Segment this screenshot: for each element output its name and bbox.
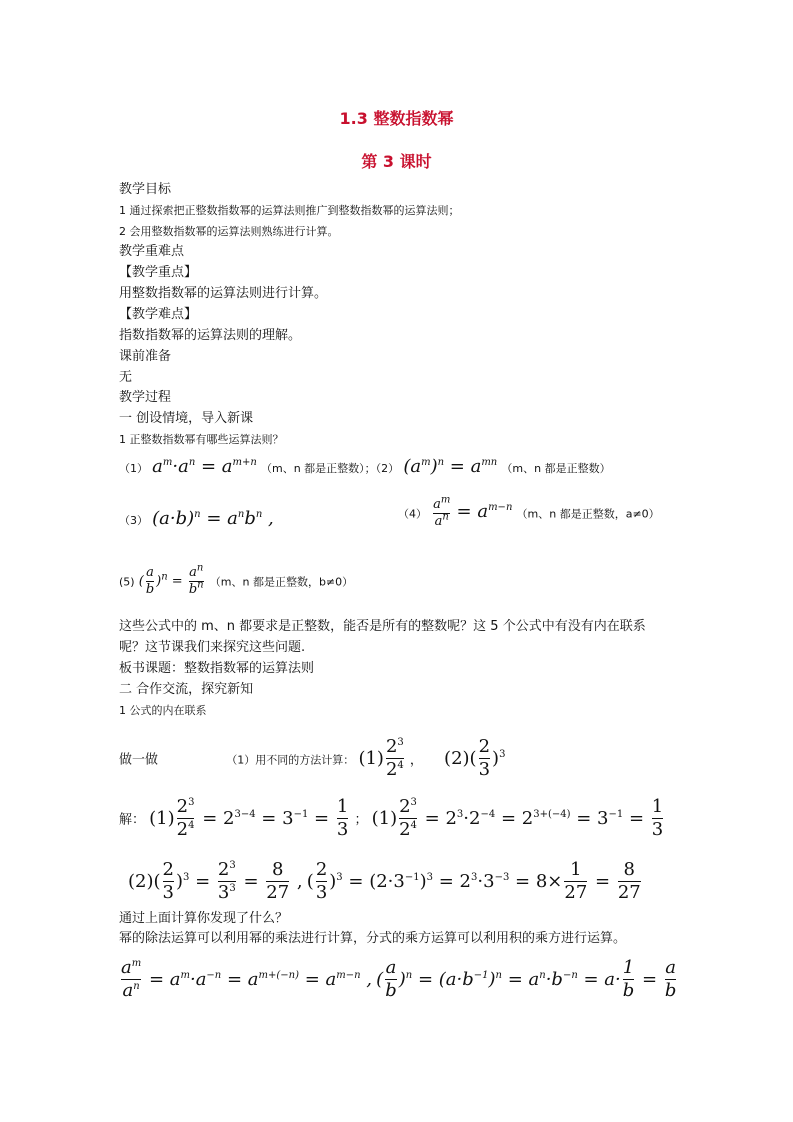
formula-1-2 — [119, 458, 611, 478]
formula-5: ( $\frac{a}{b}$ )$^n$ = $\frac{a^n}{b^n}$ — [138, 562, 204, 597]
question-2: 1 公式的内在联系 — [119, 704, 207, 717]
formula-5-line — [119, 562, 354, 598]
solution-1a: (1) $\frac{2^3}{2^4}$ = $2^{3-4} = 3^{-1}$ = $\frac{1}{3}$ — [149, 796, 349, 840]
part-1-heading: 一 创设情境，导入新课 — [119, 411, 254, 426]
section-prep: 课前准备 — [119, 349, 172, 364]
solution-2a: (2)( $\frac{2}{3}$ )$^3$ = $\frac{2^3}{3^3}$ = $\frac{8}{27}$ , — [128, 859, 303, 903]
question-1: 1 正整数指数幂有哪些运算法则？ — [119, 433, 284, 446]
conclusion-formulas — [119, 958, 678, 1001]
goal-1: 1 通过探索把正整数指数幂的运算法则推广到整数指数幂的运算法则； — [119, 204, 460, 217]
found-question: 通过上面计算你发现了什么？ — [119, 911, 289, 926]
solution-label: 解： — [119, 812, 146, 828]
formula-4-rhs: = $a^{m-n}$ — [456, 501, 513, 523]
try-label: 做一做 — [119, 752, 159, 768]
try-text: （1）用不同的方法计算： — [226, 753, 355, 767]
section-goal: 教学目标 — [119, 182, 172, 197]
formula-1: $a^m\cdot a^n = a^{m+n}$ — [152, 456, 257, 477]
solution-line-1: 解： (1) $\frac{2^3}{2^4}$ = $2^{3-4} = 3^{-1}$ = $\frac{1}{3}$ ； (1) $\frac{2^3}{2^4}$ = $2^3\cdot 2^{-4} = 2^{3+(-4)} = 3^{-1}$ = $\frac{1}{3}$ — [119, 796, 664, 840]
solution-line-2 — [128, 860, 643, 903]
try-expr-2: (2)( $\frac{2}{3}$ )$^3$ — [444, 736, 506, 780]
formula-4-note: （m、n 都是正整数，a≠0） — [516, 507, 660, 521]
goal-2: 2 会用整数指数幂的运算法则熟练进行计算。 — [119, 225, 339, 238]
formula-5-label: (5) — [119, 575, 135, 589]
part-2-heading: 二 合作交流，探究新知 — [119, 682, 254, 697]
formula-3-label: （3） — [119, 514, 148, 527]
section-key: 教学重难点 — [119, 244, 185, 259]
conclusion-text: 幂的除法运算可以利用幂的乘法进行计算，分式的乘方运算可以利用积的乘方进行运算。 — [119, 931, 627, 946]
key-heading: 【教学重点】 — [119, 265, 198, 280]
page-title: 1.3 整数指数幂 — [339, 109, 454, 128]
diff-heading: 【教学难点】 — [119, 307, 198, 322]
prep-text: 无 — [119, 370, 133, 385]
page-subtitle: 第 3 课时 — [361, 152, 432, 171]
formula-5-note: （m、n 都是正整数，b≠0） — [209, 575, 354, 589]
paragraph-1b: 呢？这节课我们来探究这些问题. — [119, 640, 306, 655]
solution-1b: (1) $\frac{2^3}{2^4}$ = $2^3\cdot 2^{-4} = 2^{3+(-4)} = 3^{-1}$ = $\frac{1}{3}$ — [371, 796, 664, 840]
solution-2b: ( $\frac{2}{3}$ )$^3 = (2\cdot 3^{-1})^3 = 2^3\cdot 3^{-3} = 8\times$ $\frac{1}{27}$ = $\frac{8}{27}$ — [306, 859, 641, 903]
key-text: 用整数指数幂的运算法则进行计算。 — [119, 286, 328, 301]
formula-4-line — [398, 494, 660, 530]
formula-1-note: （m、n 都是正整数）；（2） — [260, 462, 400, 475]
try-line: 做一做 （1）用不同的方法计算： (1) $\frac{2^3}{2^4}$ ， (2)( $\frac{2}{3}$ )$^3$ — [119, 736, 506, 780]
formula-3-line — [119, 510, 274, 530]
formula-1-label: （1） — [119, 462, 148, 475]
formula-3: $(a\cdot b)^n = a^nb^n$ , — [152, 508, 274, 529]
formula-2-note: （m、n 都是正整数） — [501, 462, 611, 475]
conclusion-formula-1: $\frac{a^m}{a^n}$ = $a^m\cdot a^{-n} = a^{m+(-n)} = a^{m-n}$ , — [121, 957, 373, 1001]
section-process: 教学过程 — [119, 390, 172, 405]
board-title: 板书课题：整数指数幂的运算法则 — [119, 661, 315, 676]
conclusion-formula-2: ( $\frac{a}{b}$ )$^n = (a\cdot b^{-1})^n = a^n\cdot b^{-n} = a\cdot$ $\frac{1}{b}$ = $\frac{a}{b}$ — [376, 957, 677, 1001]
formula-2: $(a^m)^n = a^{mn}$ — [403, 456, 498, 477]
try-expr-1: (1) $\frac{2^3}{2^4}$ — [358, 736, 404, 780]
paragraph-1a: 这些公式中的 m、n 都要求是正整数，能否是所有的整数呢？这 5 个公式中有没有内在联系 — [119, 619, 646, 634]
formula-4-fraction: $\frac{a^m}{a^n}$ — [433, 494, 451, 529]
formula-4-label: （4） — [398, 507, 427, 521]
diff-text: 指数指数幂的运算法则的理解。 — [119, 328, 302, 343]
